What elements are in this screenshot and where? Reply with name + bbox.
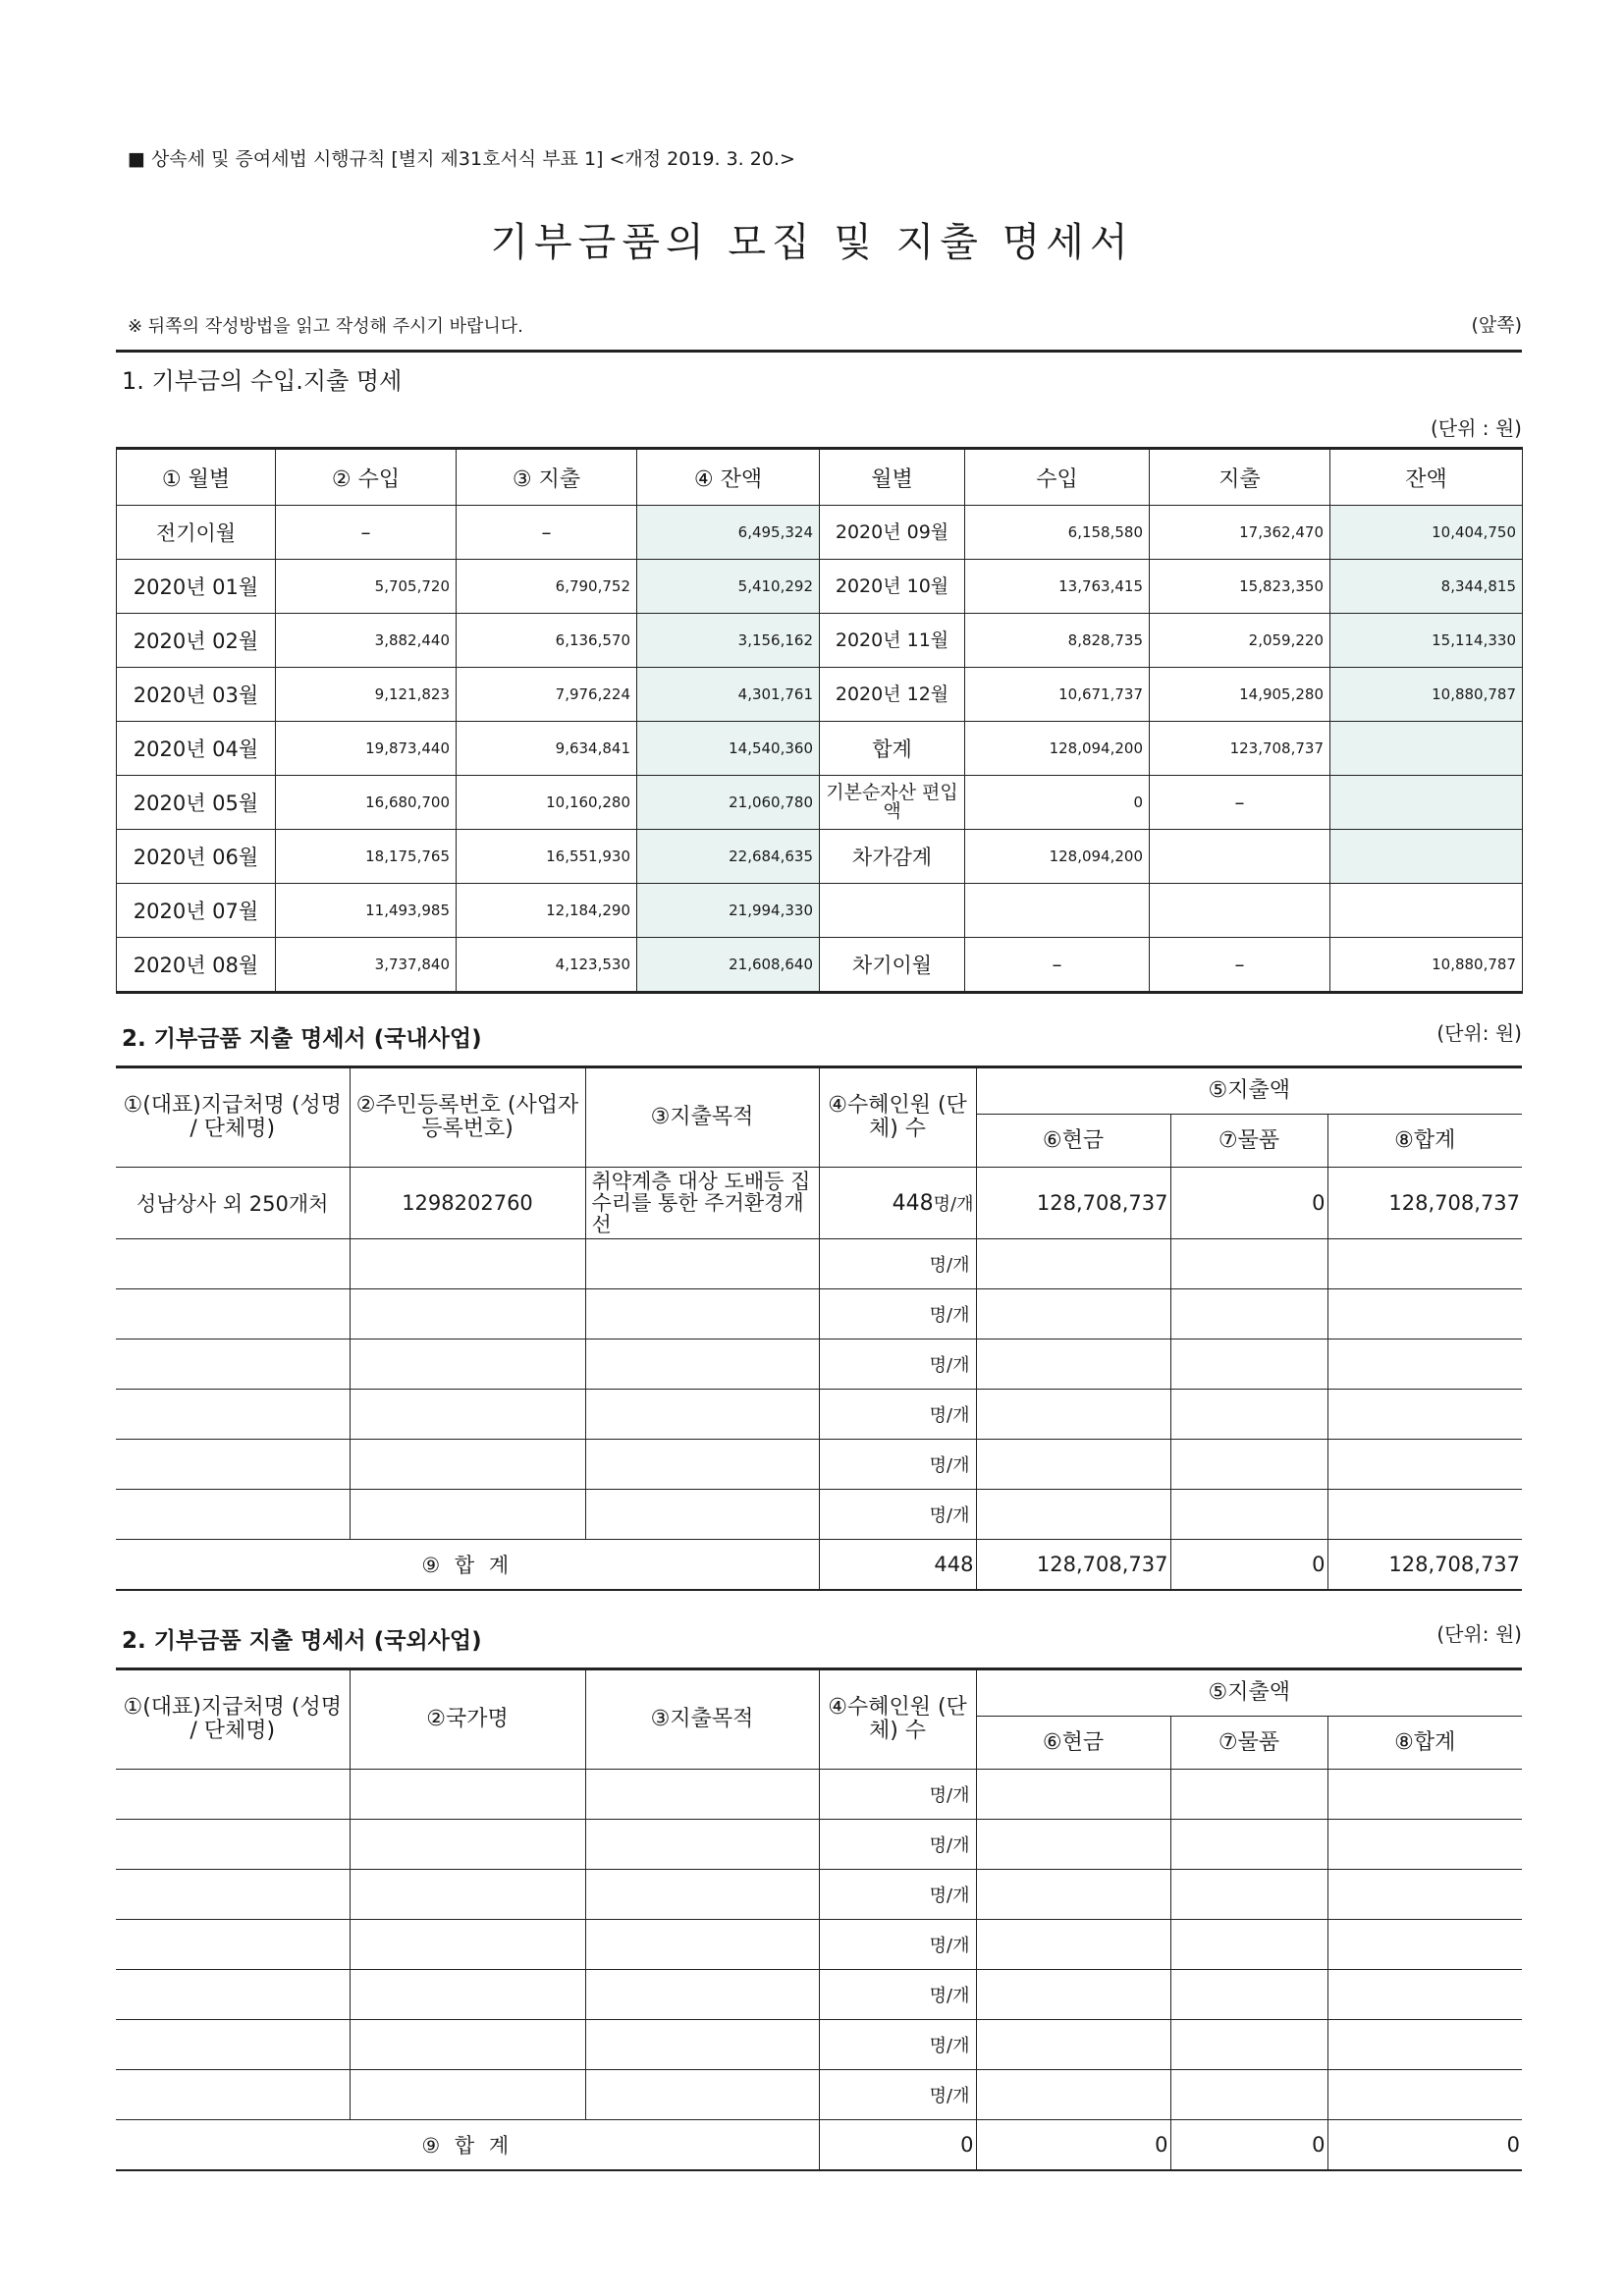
sum-count: 448 [819, 1540, 976, 1591]
count-unit: 명/개 [819, 1289, 976, 1339]
header-balance: ④ 잔액 [637, 449, 820, 506]
cell-balance: 21,994,330 [637, 884, 820, 938]
section2-unit: (단위: 원) [1436, 1021, 1522, 1045]
cell-balance-right [1330, 884, 1523, 938]
table-row [116, 1339, 1522, 1390]
cell-balance: 14,540,360 [637, 722, 820, 776]
sum-count: 0 [819, 2120, 976, 2171]
cell-expense: 10,160,280 [457, 776, 637, 830]
goods-amount: 0 [1170, 1168, 1327, 1239]
cell-balance: 4,301,761 [637, 668, 820, 722]
page-side-label: (앞쪽) [1471, 314, 1522, 336]
sum-cash: 0 [976, 2120, 1170, 2171]
table-row [117, 614, 1523, 668]
expense-purpose: 취약계층 대상 도배등 집수리를 통한 주거환경개선 [585, 1168, 819, 1239]
beneficiary-count: 448명/개 [819, 1168, 976, 1239]
cell-month-right [820, 884, 965, 938]
cell-income-right: 0 [965, 776, 1150, 830]
cell-expense: 12,184,290 [457, 884, 637, 938]
cell-month: 2020년 02월 [117, 614, 276, 668]
table-row [116, 2070, 1522, 2120]
table-row [117, 506, 1523, 560]
cell-month: 2020년 03월 [117, 668, 276, 722]
header-total: ⑧합계 [1327, 1115, 1522, 1168]
section2-title: 2. 기부금품 지출 명세서 (국내사업) [122, 1026, 482, 1052]
table-row [116, 2020, 1522, 2070]
count-unit: 명/개 [819, 2020, 976, 2070]
count-unit: 명/개 [819, 2070, 976, 2120]
table-row [116, 1870, 1522, 1920]
total-amount: 128,708,737 [1327, 1168, 1522, 1239]
table-row [117, 776, 1523, 830]
table-row [116, 1490, 1522, 1540]
count-unit: 명/개 [819, 1920, 976, 1970]
cell-month: 전기이월 [117, 506, 276, 560]
count-unit: 명/개 [819, 1239, 976, 1289]
cell-expense: 4,123,530 [457, 938, 637, 993]
header-purpose: ③지출목적 [585, 1669, 819, 1770]
section1-unit: (단위 : 원) [1430, 416, 1522, 440]
header-purpose: ③지출목적 [585, 1067, 819, 1168]
cell-income: 3,882,440 [276, 614, 457, 668]
cell-expense-right: 17,362,470 [1150, 506, 1330, 560]
cell-expense-right [1150, 830, 1330, 884]
registration-number: 1298202760 [350, 1168, 585, 1239]
cell-balance: 5,410,292 [637, 560, 820, 614]
section3-title: 2. 기부금품 지출 명세서 (국외사업) [122, 1628, 482, 1654]
cell-month-right: 차기이월 [820, 938, 965, 993]
cell-balance-right: 15,114,330 [1330, 614, 1523, 668]
header-month-right: 월별 [820, 449, 965, 506]
cell-balance-right [1330, 830, 1523, 884]
sum-cash: 128,708,737 [976, 1540, 1170, 1591]
count-unit: 명/개 [819, 1390, 976, 1440]
header-month: ① 월별 [117, 449, 276, 506]
cell-expense: 6,136,570 [457, 614, 637, 668]
table-row [116, 1440, 1522, 1490]
cell-income-right: 128,094,200 [965, 830, 1150, 884]
header-amount: ⑤지출액 [976, 1669, 1522, 1717]
table-row [116, 1920, 1522, 1970]
cell-balance-right: 10,880,787 [1330, 668, 1523, 722]
cell-income: – [276, 506, 457, 560]
sum-label: ⑨ 합 계 [116, 2120, 819, 2171]
cell-balance: 6,495,324 [637, 506, 820, 560]
sum-goods: 0 [1170, 1540, 1327, 1591]
cell-balance: 21,060,780 [637, 776, 820, 830]
cell-month-right: 2020년 10월 [820, 560, 965, 614]
cell-balance-right: 10,404,750 [1330, 506, 1523, 560]
count-unit: 명/개 [819, 1339, 976, 1390]
table-row [116, 1168, 1522, 1239]
table-row [117, 884, 1523, 938]
cell-balance-right: 8,344,815 [1330, 560, 1523, 614]
cell-income: 5,705,720 [276, 560, 457, 614]
count-unit: 명/개 [819, 1770, 976, 1820]
table-row [117, 560, 1523, 614]
cell-income-right: 10,671,737 [965, 668, 1150, 722]
header-total: ⑧합계 [1327, 1717, 1522, 1770]
cell-expense: 16,551,930 [457, 830, 637, 884]
cell-month-right: 2020년 09월 [820, 506, 965, 560]
instruction-note: ※ 뒤쪽의 작성방법을 읽고 작성해 주시기 바랍니다. [128, 316, 523, 337]
cell-expense: 7,976,224 [457, 668, 637, 722]
header-cash: ⑥현금 [976, 1115, 1170, 1168]
cell-month-right: 합계 [820, 722, 965, 776]
sum-goods: 0 [1170, 2120, 1327, 2171]
cell-expense-right: 15,823,350 [1150, 560, 1330, 614]
cell-balance-right [1330, 722, 1523, 776]
section3-unit: (단위: 원) [1436, 1622, 1522, 1646]
form-reference: ■ 상속세 및 증여세법 시행규칙 [별지 제31호서식 부표 1] <개정 2019. 3. 20.> [128, 148, 795, 170]
header-balance-right: 잔액 [1330, 449, 1523, 506]
cell-expense: – [457, 506, 637, 560]
table-row [116, 1970, 1522, 2020]
cell-expense-right: 14,905,280 [1150, 668, 1330, 722]
header-count: ④수혜인원 (단체) 수 [819, 1669, 976, 1770]
header-goods: ⑦물품 [1170, 1115, 1327, 1168]
cell-expense: 9,634,841 [457, 722, 637, 776]
cell-income-right: 6,158,580 [965, 506, 1150, 560]
header-income-right: 수입 [965, 449, 1150, 506]
cell-income-right: 128,094,200 [965, 722, 1150, 776]
header-country: ②국가명 [350, 1669, 585, 1770]
cell-balance-right [1330, 776, 1523, 830]
income-expense-table [116, 447, 1523, 994]
cell-month: 2020년 08월 [117, 938, 276, 993]
payee-name: 성남상사 외 250개처 [116, 1168, 350, 1239]
sum-row [116, 2120, 1522, 2171]
cell-expense-right: 2,059,220 [1150, 614, 1330, 668]
table-row [116, 1239, 1522, 1289]
table-row [116, 1390, 1522, 1440]
count-unit: 명/개 [819, 1970, 976, 2020]
cell-expense-right [1150, 884, 1330, 938]
table-row [116, 1820, 1522, 1870]
cell-income-right [965, 884, 1150, 938]
cell-expense-right: – [1150, 776, 1330, 830]
header-payee: ①(대표)지급처명 (성명 / 단체명) [116, 1669, 350, 1770]
cell-month: 2020년 07월 [117, 884, 276, 938]
cell-income: 11,493,985 [276, 884, 457, 938]
count-unit: 명/개 [819, 1870, 976, 1920]
section1-title: 1. 기부금의 수입.지출 명세 [122, 367, 403, 395]
cell-income: 18,175,765 [276, 830, 457, 884]
cell-balance: 21,608,640 [637, 938, 820, 993]
header-regno: ②주민등록번호 (사업자등록번호) [350, 1067, 585, 1168]
cell-month-right: 기본순자산 편입액 [820, 776, 965, 830]
table-row [116, 1289, 1522, 1339]
count-unit: 명/개 [819, 1820, 976, 1870]
cell-income: 19,873,440 [276, 722, 457, 776]
sum-total: 128,708,737 [1327, 1540, 1522, 1591]
cell-month: 2020년 05월 [117, 776, 276, 830]
overseas-expense-table [116, 1667, 1522, 2171]
header-cash: ⑥현금 [976, 1717, 1170, 1770]
cell-income: 16,680,700 [276, 776, 457, 830]
header-goods: ⑦물품 [1170, 1717, 1327, 1770]
header-expense: ③ 지출 [457, 449, 637, 506]
count-unit: 명/개 [819, 1490, 976, 1540]
count-unit: 명/개 [819, 1440, 976, 1490]
cell-month: 2020년 04월 [117, 722, 276, 776]
cell-month: 2020년 06월 [117, 830, 276, 884]
table-row [116, 1770, 1522, 1820]
header-divider [116, 350, 1522, 353]
cell-income-right: 13,763,415 [965, 560, 1150, 614]
table-row [117, 668, 1523, 722]
cell-income-right: 8,828,735 [965, 614, 1150, 668]
table-row [117, 830, 1523, 884]
sum-total: 0 [1327, 2120, 1522, 2171]
cell-month-right: 2020년 12월 [820, 668, 965, 722]
header-payee: ①(대표)지급처명 (성명 / 단체명) [116, 1067, 350, 1168]
cell-month-right: 차가감계 [820, 830, 965, 884]
table-row [117, 722, 1523, 776]
header-amount: ⑤지출액 [976, 1067, 1522, 1115]
cell-expense: 6,790,752 [457, 560, 637, 614]
cell-month-right: 2020년 11월 [820, 614, 965, 668]
domestic-expense-table [116, 1066, 1522, 1591]
cell-month: 2020년 01월 [117, 560, 276, 614]
cell-income: 3,737,840 [276, 938, 457, 993]
cell-balance-right: 10,880,787 [1330, 938, 1523, 993]
cell-balance: 22,684,635 [637, 830, 820, 884]
table-row [117, 938, 1523, 993]
header-expense-right: 지출 [1150, 449, 1330, 506]
cell-income: 9,121,823 [276, 668, 457, 722]
table-header-row [117, 449, 1523, 506]
document-title: 기부금품의 모집 및 지출 명세서 [490, 220, 1134, 265]
header-count: ④수혜인원 (단체) 수 [819, 1067, 976, 1168]
cell-income-right: – [965, 938, 1150, 993]
cell-expense-right: – [1150, 938, 1330, 993]
sum-row [116, 1540, 1522, 1591]
cash-amount: 128,708,737 [976, 1168, 1170, 1239]
cell-balance: 3,156,162 [637, 614, 820, 668]
header-income: ② 수입 [276, 449, 457, 506]
sum-label: ⑨ 합 계 [116, 1540, 819, 1591]
cell-expense-right: 123,708,737 [1150, 722, 1330, 776]
